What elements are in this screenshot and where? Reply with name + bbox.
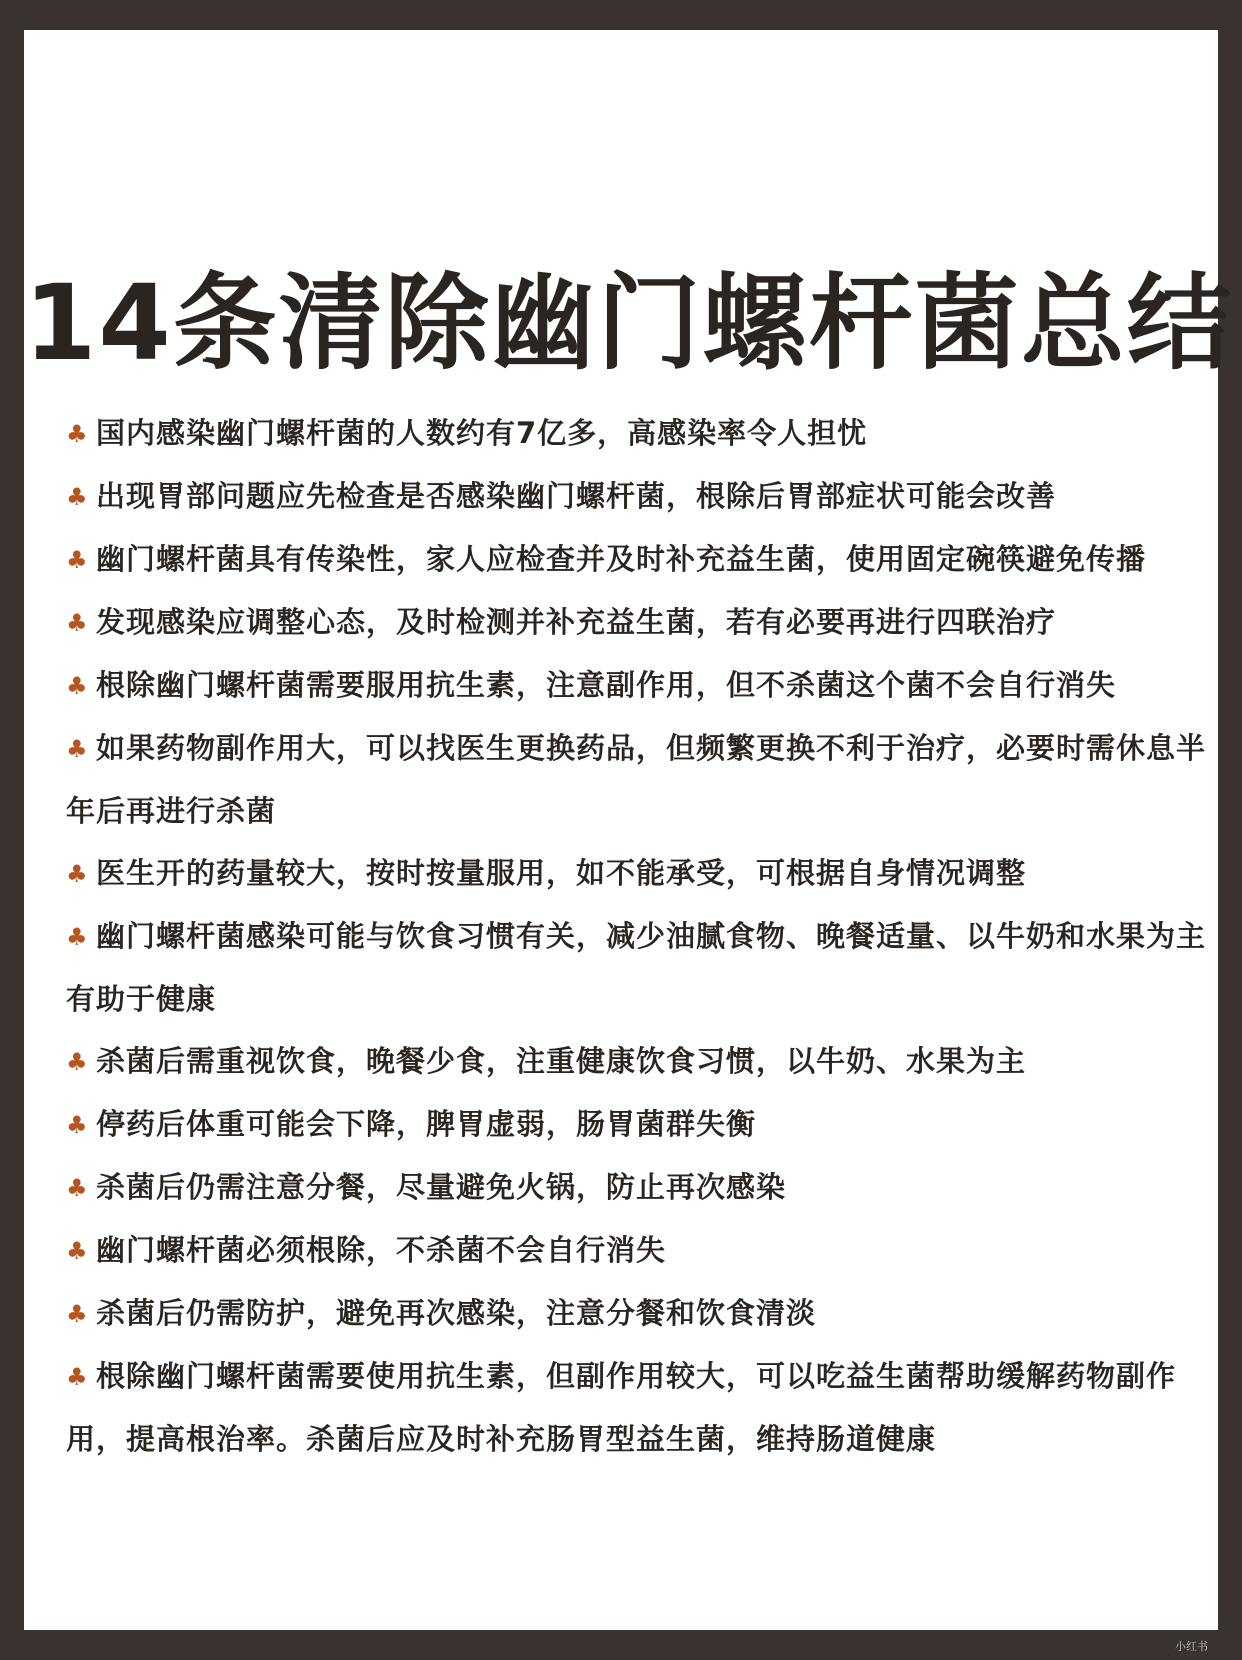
list-item bbox=[66, 1093, 1208, 1156]
club-suit-icon: ♣ bbox=[66, 420, 89, 448]
club-suit-icon: ♣ bbox=[66, 860, 89, 888]
content-card bbox=[24, 30, 1233, 1630]
list-item-text: 发现感染应调整心态，及时检测并补充益生菌，若有必要再进行四联治疗 bbox=[96, 605, 1057, 639]
list-item bbox=[66, 842, 1208, 905]
list-item bbox=[66, 1282, 1208, 1345]
list-item bbox=[66, 528, 1208, 591]
club-suit-icon: ♣ bbox=[66, 483, 89, 511]
list-item-text: 幽门螺杆菌具有传染性，家人应检查并及时补充益生菌，使用固定碗筷避免传播 bbox=[96, 542, 1147, 576]
watermark: 小红书 bbox=[1175, 1640, 1208, 1653]
list-item bbox=[66, 1345, 1208, 1470]
club-suit-icon: ♣ bbox=[66, 672, 89, 700]
list-item bbox=[66, 591, 1208, 654]
club-suit-icon: ♣ bbox=[66, 546, 89, 574]
list-item-text: 如果药物副作用大，可以找医生更换药品，但频繁更换不利于治疗，必要时需休息半年后再进行杀菌 bbox=[66, 731, 1207, 828]
list-item bbox=[66, 1030, 1208, 1093]
list-item bbox=[66, 402, 1208, 465]
list-item bbox=[66, 1156, 1208, 1219]
club-suit-icon: ♣ bbox=[66, 1300, 89, 1328]
club-suit-icon: ♣ bbox=[66, 1237, 89, 1265]
club-suit-icon: ♣ bbox=[66, 1363, 89, 1391]
list-item-text: 杀菌后仍需注意分餐，尽量避免火锅，防止再次感染 bbox=[96, 1170, 787, 1204]
club-suit-icon: ♣ bbox=[66, 1174, 89, 1202]
list-item-text: 停药后体重可能会下降，脾胃虚弱，肠胃菌群失衡 bbox=[96, 1107, 757, 1141]
list-item-text: 医生开的药量较大，按时按量服用，如不能承受，可根据自身情况调整 bbox=[96, 856, 1027, 890]
list-item-text: 幽门螺杆菌感染可能与饮食习惯有关，减少油腻食物、晚餐适量、以牛奶和水果为主有助于健康 bbox=[66, 919, 1207, 1016]
list-item-text: 国内感染幽门螺杆菌的人数约有7亿多，高感染率令人担忧 bbox=[96, 416, 868, 450]
list-item-text: 出现胃部问题应先检查是否感染幽门螺杆菌，根除后胃部症状可能会改善 bbox=[96, 479, 1057, 513]
list-item bbox=[66, 905, 1208, 1030]
page-title: 14条清除幽门螺杆菌总结 bbox=[24, 262, 1233, 384]
list-item-text: 杀菌后需重视饮食，晚餐少食，注重健康饮食习惯，以牛奶、水果为主 bbox=[96, 1044, 1027, 1078]
club-suit-icon: ♣ bbox=[66, 1111, 89, 1139]
list-item bbox=[66, 717, 1208, 842]
club-suit-icon: ♣ bbox=[66, 735, 89, 763]
club-suit-icon: ♣ bbox=[66, 923, 89, 951]
list-item-text: 根除幽门螺杆菌需要使用抗生素，但副作用较大，可以吃益生菌帮助缓解药物副作用，提高根治率。杀菌后应及时补充肠胃型益生菌，维持肠道健康 bbox=[66, 1359, 1177, 1456]
club-suit-icon: ♣ bbox=[66, 609, 89, 637]
list-item-text: 杀菌后仍需防护，避免再次感染，注意分餐和饮食清淡 bbox=[96, 1296, 817, 1330]
club-suit-icon: ♣ bbox=[66, 1048, 89, 1076]
list-item bbox=[66, 465, 1208, 528]
summary-list bbox=[66, 402, 1208, 1470]
list-item bbox=[66, 1219, 1208, 1282]
list-item-text: 幽门螺杆菌必须根除，不杀菌不会自行消失 bbox=[96, 1233, 667, 1267]
list-item-text: 根除幽门螺杆菌需要服用抗生素，注意副作用，但不杀菌这个菌不会自行消失 bbox=[96, 668, 1117, 702]
list-item bbox=[66, 654, 1208, 717]
